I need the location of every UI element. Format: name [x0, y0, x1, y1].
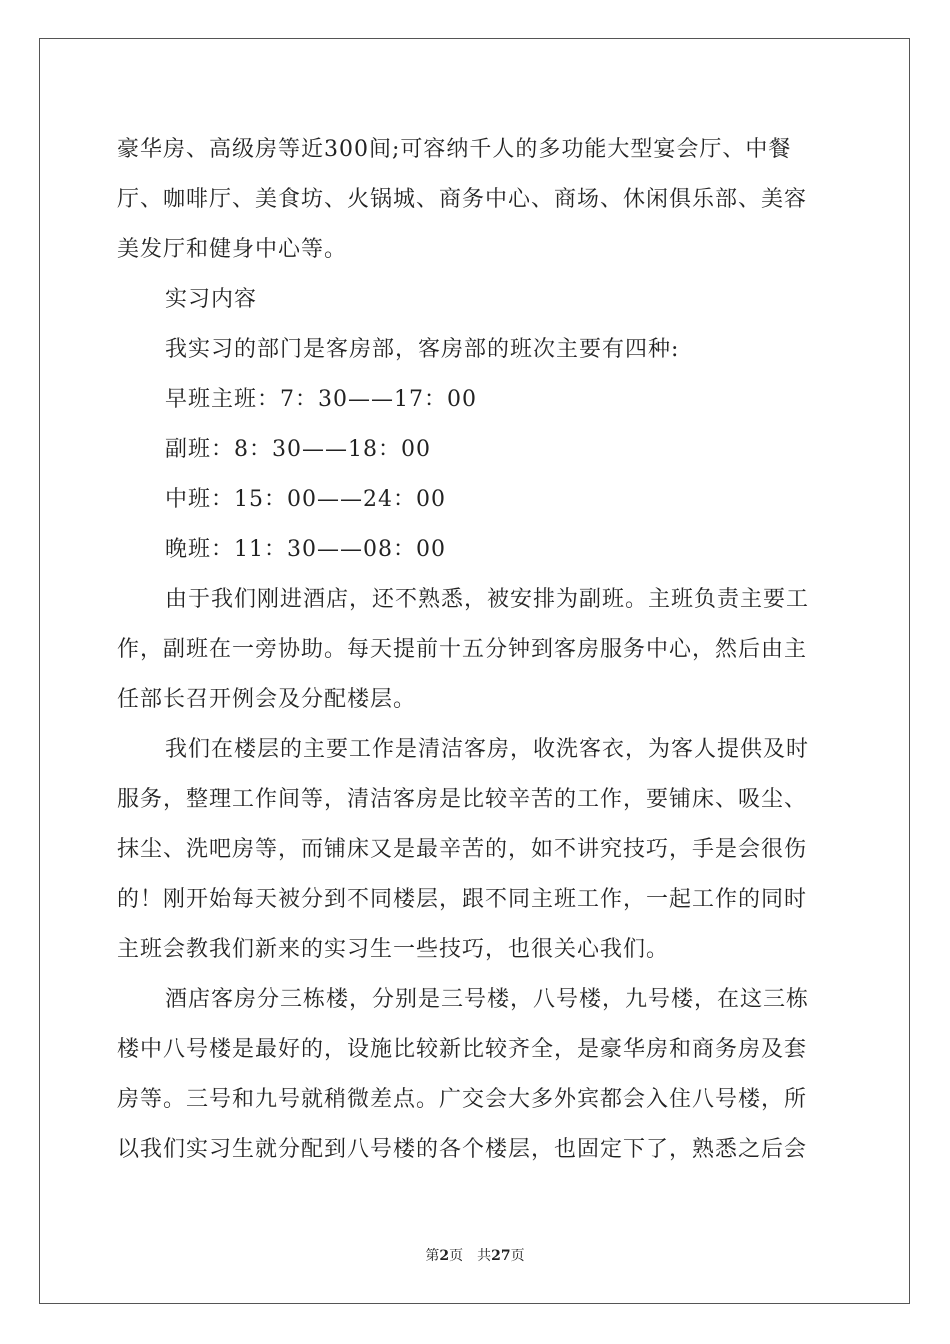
text-line: 厅、咖啡厅、美食坊、火锅城、商务中心、商场、休闲俱乐部、美容 [117, 187, 808, 212]
footer-page-prefix: 第 [425, 1248, 440, 1264]
footer-total-prefix: 共 [477, 1248, 492, 1264]
text-line: 服务，整理工作间等，清洁客房是比较辛苦的工作，要铺床、吸尘、 [117, 787, 808, 812]
text-line: 晚班：11：30——08：00 [165, 537, 446, 562]
footer-total-suffix: 页 [510, 1248, 525, 1264]
text-line: 以我们实习生就分配到八号楼的各个楼层，也固定下了，熟悉之后会 [117, 1137, 808, 1162]
text-line: 任部长召开例会及分配楼层。 [117, 687, 417, 712]
text-line: 房等。三号和九号就稍微差点。广交会大多外宾都会入住八号楼，所 [117, 1087, 808, 1112]
text-line: 酒店客房分三栋楼，分别是三号楼，八号楼，九号楼，在这三栋 [165, 987, 810, 1012]
text-line: 中班：15：00——24：00 [165, 487, 446, 512]
text-line: 美发厅和健身中心等。 [117, 237, 348, 262]
text-line: 副班：8：30——18：00 [165, 437, 431, 462]
footer-page-suffix: 页 [449, 1248, 464, 1264]
document-body [117, 125, 837, 1175]
text-line: 作，副班在一旁协助。每天提前十五分钟到客房服务中心，然后由主 [117, 637, 808, 662]
text-line: 楼中八号楼是最好的，设施比较新比较齐全，是豪华房和商务房及套 [117, 1037, 808, 1062]
text-line: 由于我们刚进酒店，还不熟悉，被安排为副班。主班负责主要工 [165, 587, 810, 612]
footer-page-number: 2 [439, 1248, 450, 1264]
page-footer [0, 1245, 950, 1265]
footer-total-pages: 27 [491, 1248, 511, 1264]
text-line: 我实习的部门是客房部，客房部的班次主要有四种: [165, 337, 680, 362]
text-line: 抹尘、洗吧房等，而铺床又是最辛苦的，如不讲究技巧，手是会很伤 [117, 837, 808, 862]
text-line: 早班主班：7：30——17：00 [165, 387, 477, 412]
text-line: 的！刚开始每天被分到不同楼层，跟不同主班工作，一起工作的同时 [117, 887, 808, 912]
text-line: 主班会教我们新来的实习生一些技巧，也很关心我们。 [117, 937, 670, 962]
text-line: 豪华房、高级房等近300间;可容纳千人的多功能大型宴会厅、中餐 [117, 137, 792, 162]
text-line: 我们在楼层的主要工作是清洁客房，收洗客衣，为客人提供及时 [165, 737, 810, 762]
text-line: 实习内容 [165, 287, 258, 312]
